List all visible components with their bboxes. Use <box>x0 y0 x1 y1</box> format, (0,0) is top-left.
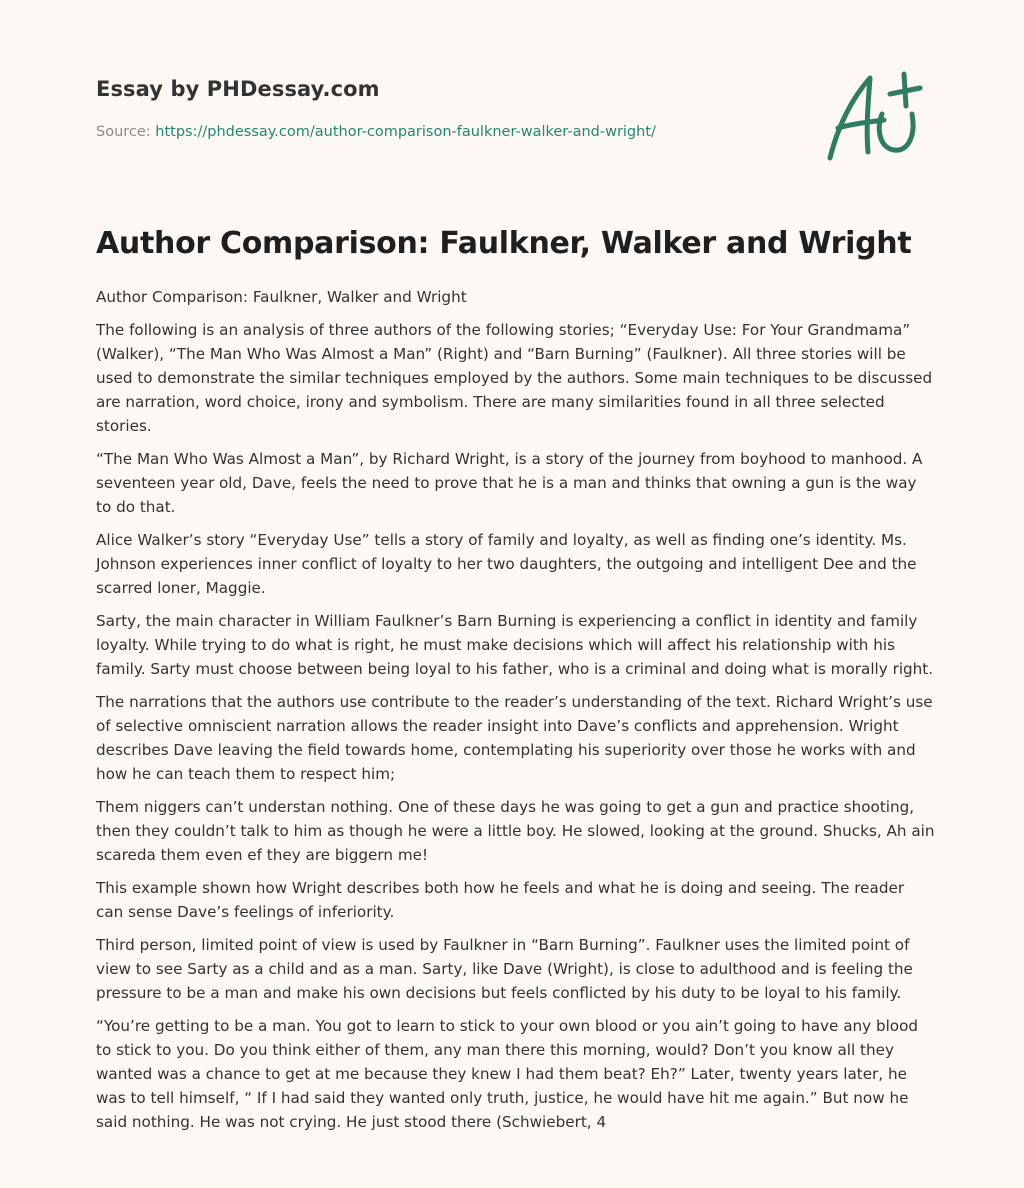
essay-paragraph: Sarty, the main character in William Faulkner’s Barn Burning is experiencing a conflict in identity and family loyalty. While trying to do what is right, he must make decisions which will affect his relationship with his family. Sarty must choose between being loyal to his father, who is a criminal and doing what is morally right. <box>96 612 934 678</box>
essay-paragraph: “You’re getting to be a man. You got to learn to stick to your own blood or you ain’t going to have any blood to stick to you. Do you think either of them, any man there this morning, would? Don’t you know all they wanted was a chance to get at me because they knew I had them beat? Eh?” Later, twenty years later, he was to tell himself, “ If I had said they wanted only truth, justice, he would have hit me again.” But now he said nothing. He was not crying. He just stood there (Schwiebert, 4 <box>96 1017 919 1131</box>
source-label: Source: <box>96 124 156 140</box>
a-plus-logo-icon <box>824 66 928 166</box>
essay-paragraph: Them niggers can’t understan nothing. One of these days he was going to get a gun and practice shooting, then they couldn’t talk to him as though he were a little boy. He slowed, looking at the ground. Shucks, Ah ain scareda them even ef they are biggern me! <box>96 798 935 864</box>
essay-paragraph: Third person, limited point of view is used by Faulkner in “Barn Burning”. Faulkner uses the limited point of view to see Sarty as a child and as a man. Sarty, like Dave (Wright), is close to adulthood and is feeling the pressure to be a man and make his own decisions but feels conflicted by his duty to be loyal to his family. <box>96 936 913 1002</box>
essay-paragraph: The following is an analysis of three authors of the following stories; “Everyday Use: For Your Grandmama” (Walker), “The Man Who Was Almost a Man” (Right) and “Barn Burning” (Faulkner). All three stories will be used to demonstrate the similar techniques employed by the authors. Some main techniques to be discussed are narration, word choice, irony and symbolism. There are many similarities found in all three selected stories. <box>96 321 933 435</box>
essay-paragraph: This example shown how Wright describes both how he feels and what he is doing and seeing. The reader can sense Dave’s feelings of inferiority. <box>96 879 905 921</box>
essay-title: Author Comparison: Faulkner, Walker and Wright <box>96 226 912 261</box>
essay-paragraph: The narrations that the authors use contribute to the reader’s understanding of the text. Richard Wright’s use of selective omniscient narration allows the reader insight into Dave’s conflicts and apprehension. Wright describes Dave leaving the field towards home, contemplating his superiority over those he works with and how he can teach them to respect him; <box>96 693 933 783</box>
essay-paragraph: Author Comparison: Faulkner, Walker and Wright <box>96 288 467 306</box>
source-line <box>96 124 656 140</box>
essay-body <box>96 285 936 1143</box>
site-title: Essay by PHDessay.com <box>96 77 380 101</box>
essay-paragraph: “The Man Who Was Almost a Man”, by Richard Wright, is a story of the journey from boyhood to manhood. A seventeen year old, Dave, feels the need to prove that he is a man and thinks that owning a gun is the way to do that. <box>96 450 923 516</box>
essay-paragraph: Alice Walker’s story “Everyday Use” tells a story of family and loyalty, as well as finding one’s identity. Ms. Johnson experiences inner conflict of loyalty to her two daughters, the outgoing and intelligent Dee and the scarred loner, Maggie. <box>96 531 917 597</box>
source-link[interactable]: https://phdessay.com/author-comparison-faulkner-walker-and-wright/ <box>155 124 656 140</box>
